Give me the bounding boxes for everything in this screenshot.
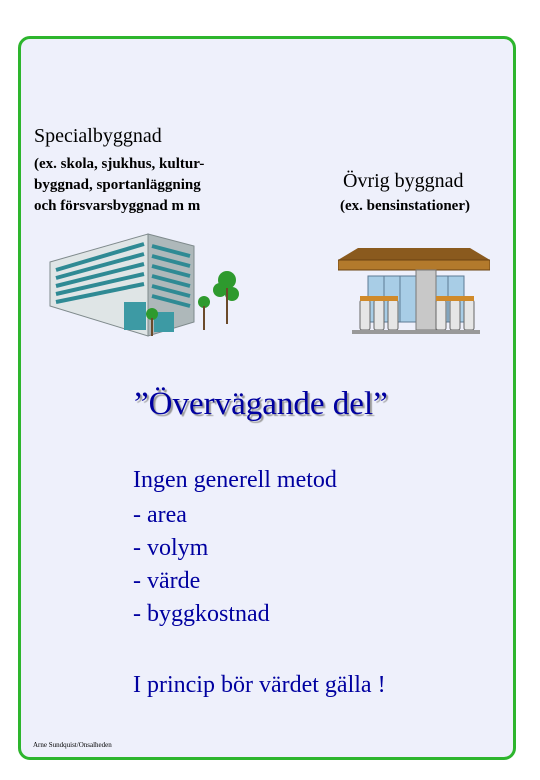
gas-station-icon xyxy=(338,246,490,342)
special-desc-line: byggnad, sportanläggning xyxy=(34,177,201,193)
special-building-description xyxy=(34,154,294,217)
method-item-building-cost: - byggkostnad xyxy=(133,601,270,627)
special-building-title: Specialbyggnad xyxy=(34,125,162,147)
method-item-area: - area xyxy=(133,502,187,528)
method-item-volume: - volym xyxy=(133,535,209,561)
office-building-icon xyxy=(44,232,244,344)
method-heading: Ingen generell metod xyxy=(133,467,337,493)
headline: ”Övervägande del” xyxy=(134,386,388,422)
principle-statement: I princip bör värdet gälla ! xyxy=(133,672,386,698)
special-desc-line: (ex. skola, sjukhus, kultur- xyxy=(34,156,205,172)
other-building-description: (ex. bensinstationer) xyxy=(340,198,470,214)
method-item-value: - värde xyxy=(133,568,201,594)
footer-author: Arne Sundquist/Onsalheden xyxy=(33,741,112,749)
special-desc-line: och försvarsbyggnad m m xyxy=(34,198,201,214)
other-building-title: Övrig byggnad xyxy=(343,170,464,192)
